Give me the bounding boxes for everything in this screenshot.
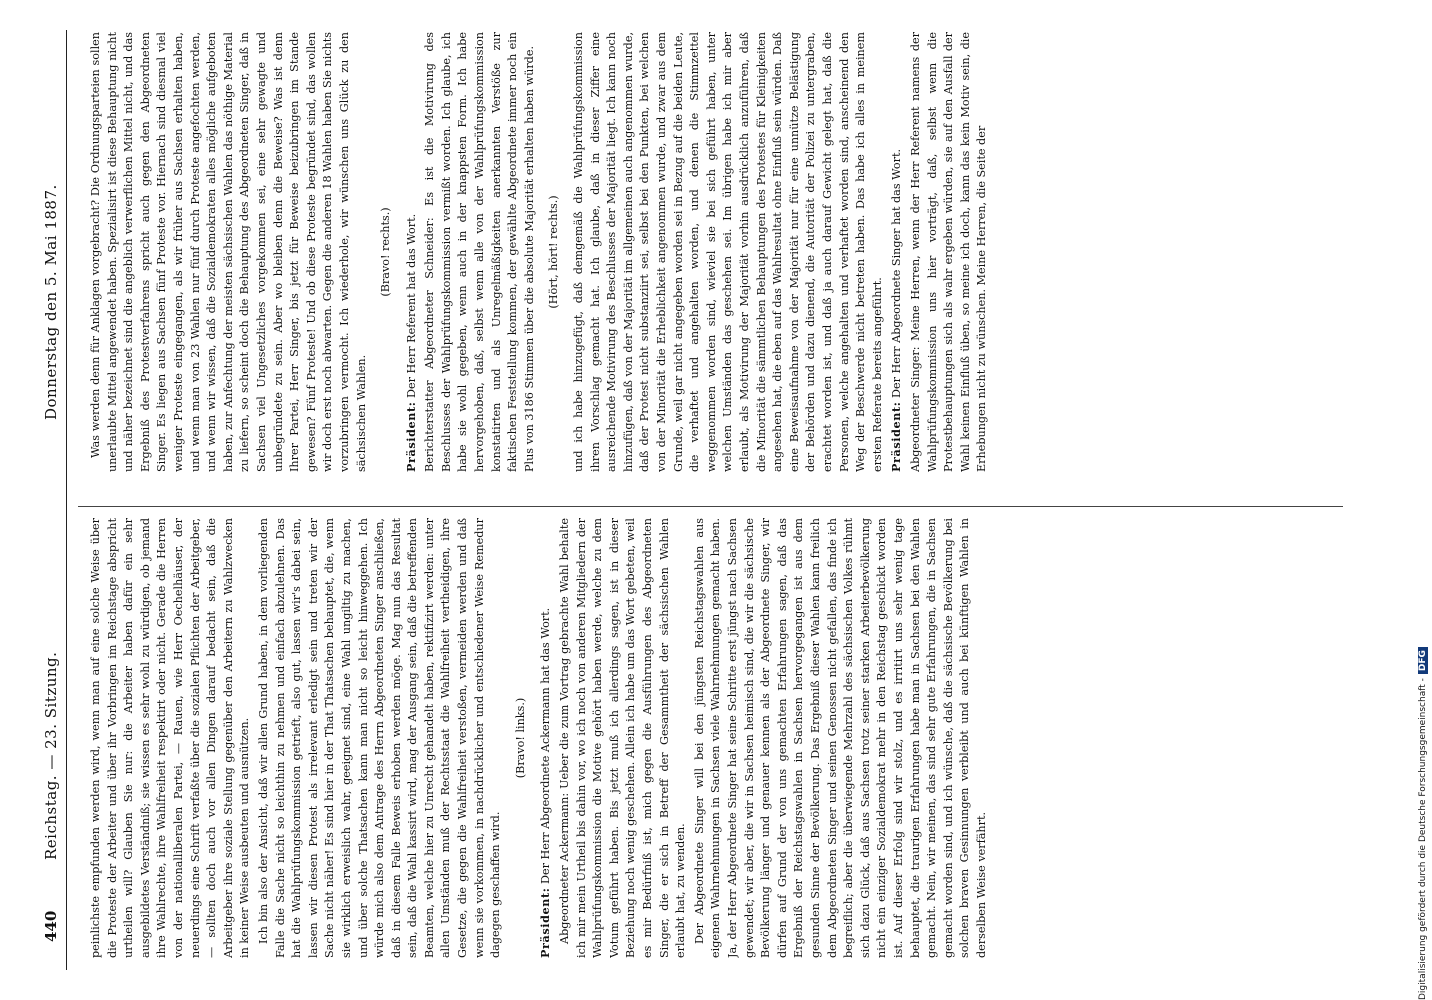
credit-text: Digitalisierung gefördert durch die Deutsche Forschungsgemeinschaft -	[1418, 678, 1428, 1000]
digitization-credit	[1418, 0, 1432, 1000]
interjection: (Hört, hört! rechts.)	[547, 195, 561, 309]
paragraph: Der Abgeordnete Singer will bei den jüngsten Reichstagswahlen aus eigenen Wahrnehmungen in Sachsen viele Wahrnehmungen gemacht haben. Ja, der Herr Abgeordnete Singer hat seine Schritte erst jüngst nach Sachsen gewendet; wir aber, die wir in Sachsen heimisch sind, die wir die sächsische Bevölkerung länger und genauer kennen als der Abgeordnete Singer, wir dürfen auf Grund der von uns gemachten Erfahrungen sagen, daß das Ergebniß der Reichstagswahlen in Sachsen hervorgegangen ist aus dem gesunden Sinne der Bevölkerung. Das Ergebniß dieser Wahlen kann freilich dem Abgeordneten Singer und seinen Genossen nicht gefallen, das finde ich begreiflich; aber die überwiegende Mehrzahl des sächsischen Volkes rühmt sich dazu Glück, daß aus Sachsen trotz seiner starken Arbeiterbevölkerung nicht ein einziger Sozialdemokrat mehr in den Reichstag geschickt worden ist. Auf dieser Erfolg sind wir stolz, und es irritirt uns sehr wenig tage behauptet, die traurigen Erfahrungen habe man in Sachsen bei den Wahlen gemacht. Nein, wir meinen, das sind sehr gute Erfahrungen, die in Sachsen gemacht worden sind, und ich wünsche, daß die sächsische Bevölkerung bei solchen braven Gesinnungen verbleibt und auch bei künftigen Wahlen in derselben Weise verfährt.	[692, 518, 988, 958]
paragraph: Abgeordneter Ackermann: Ueber die zum Vortrag gebrachte Wahl behalte ich mir mein Urtheil bis dahin vor, wo ich noch von anderen Mitgliedern der Wahlprüfungskommission die Motive gehört haben werde, welche zu dem Votum geführt haben. Bis jetzt muß ich allerdings sagen, ist in dieser Beziehung noch wenig geschehen. Allein ich habe um das Wort gebeten, weil es mir Bedürfniß ist, mich gegen die Ausführungen des Abgeordneten Singer, die er sich in Betreff der Gesammtheit der sächsischen Wahlen erlaubt hat, zu wenden.	[558, 518, 688, 958]
speaker-label: Präsident:	[889, 401, 904, 472]
header-rule	[66, 30, 67, 970]
date-title: Donnerstag den 5. Mai 1887.	[42, 184, 60, 420]
page-header	[42, 20, 66, 980]
paragraph: Präsident: Der Herr Abgeordnete Singer hat das Wort.	[889, 149, 904, 472]
paragraph: Abgeordneter Singer: Meine Herren, wenn der Herr Referent namens der Wahlprüfungskommission uns hier vorträgt, daß, selbst wenn die Protestbehauptungen sich als wahr ergeben würden, sie auf den Ausfall der Wahl keinen Einfluß üben, so meine ich doch, kann das kein Motiv sein, die Erhebungen nicht zu wünschen. Meine Herren, die Seite der	[908, 32, 989, 472]
page-number: 440	[42, 910, 60, 942]
paragraph: Ich bin also der Ansicht, daß wir allen Grund haben, in dem vorliegenden Falle die Sache nicht so leichthin zu nehmen und einfach abzulehnen. Das hat die Wahlprüfungskommission getrieft, also gut, lassen wir's dabei sein, lassen wir diesen Protest als irrelevant erledigt sein und treten wir der Sache nicht näher! Es sind hier in der That Thatsachen behauptet, die, wenn sie wirklich erweislich wahr, geeignet sind, eine Wahl ungiltig zu machen, und über solche Thatsachen kann man nicht so leicht hinweggehen. Ich würde mich also dem Antrage des Herrn Abgeordneten Singer anschließen, daß in diesem Falle Beweis erhoben werden möge. Mag nun das Resultat sein, daß die Wahl kassirt wird, mag der Ausgang sein, daß die betreffenden Beamten, welche hier zu Unrecht gehandelt haben, rektifizirt werden: unter allen Umständen muß der Rechtsstaat die Wahlfreiheit vertheidigen, ihre Gesetze, die gegen die Wahlfreiheit verstoßen, vermeiden werden und daß wenn sie vorkommen, in nachdrücklicher und entschiedener Weise Remedur dagegen geschaffen wird.	[256, 518, 503, 958]
paragraph: Was werden denn für Anklagen vorgebracht? Die Ordnungsparteien sollen unerlaubte Mittel angewendet haben. Spezialisirt ist diese Behauptung nicht und näher bezeichnet sind die angeblich verwerflichen Mittel nicht, und das Ergebniß des Protestverfahrens spricht auch gegen den Abgeordneten Singer. Es liegen aus Sachsen fünf Proteste vor. Hiernach sind diesmal viel weniger Proteste eingegangen, als wir früher aus Sachsen erhalten haben, und wenn man von 23 Wahlen nur fünf durch Proteste angefochten werden, und wenn wir wissen, daß die Sozialdemokraten alles mögliche aufgeboten haben, zur Anfechtung der meisten sächsischen Wahlen das nöthige Material zu liefern, so scheint doch die Behauptung des Abgeordneten Singer, daß in Sachsen viel Ungesetzliches vorgekommen sei, eine sehr gewagte und unbegründete zu sein. Aber wo bleiben denn die Beweise? Was ist denn Ihrer Partei, Herr Singer, bis jetzt für Beweise beizubringen im Stande gewesen? Fünf Proteste! Und ob diese Proteste begründet sind, das wollen wir doch erst noch abwarten. Gegen die anderen 18 Wahlen haben Sie nichts vorzubringen vermocht. Ich wiederhole, wir wünschen uns Glück zu den sächsischen Wahlen.	[89, 32, 368, 472]
paragraph: Präsident: Der Herr Referent hat das Wort.	[403, 213, 418, 472]
speaker-label: Präsident:	[403, 401, 418, 472]
dfg-logo: DFG	[1418, 647, 1428, 674]
session-title: Reichstag. — 23. Sitzung.	[42, 651, 60, 860]
column-divider	[78, 506, 1343, 507]
paragraph: und ich habe hinzugefügt, daß demgemäß die Wahlprüfungskommission ihren Vorschlag gemacht hat. Ich glaube, daß in dieser Ziffer eine ausreichende Motivirung des Beschlusses der Majorität liegt. Ich kann noch hinzufügen, daß von der Majorität im allgemeinen auch angenommen wurde, daß der Protest nicht substanziirt sei, selbst bei den Punkten, bei welchen von der Minorität die Erheblichkeit angenommen wurde, und zwar aus dem Grunde, weil gar nicht angegeben worden sei in Bezug auf die beiden Leute, die verhaftet und angehalten worden, und denen die Stimmzettel weggenommen worden sind, wieviel sie bei sich geführt haben, unter welchen Umständen das geschehen sei. Im übrigen habe ich mir aber erlaubt, als Motivirung der Majorität vorhin ausdrücklich anzuführen, daß die Minorität die sämmtlichen Behauptungen des Protestes für Kleinigkeiten angesehen hat, die eben auf das Wahlresultat ohne Einfluß sein würden. Daß eine Beweisaufnahme von der Majorität nur für eine unnütze Belästigung der Behörden und dazu dienend, die Autorität der Polizei zu untergraben, erachtet worden ist, und daß ja auch darauf Gewicht gelegt hat, daß die Personen, welche angehalten und verhaftet worden sind, anscheinend den Weg der Beschwerde nicht betreten haben. Das habe ich alles in meinem ersten Referate bereits angeführt.	[572, 32, 884, 472]
interjection: (Bravo! rechts.)	[379, 207, 393, 297]
paragraph: Präsident: Der Herr Abgeordnete Ackermann hat das Wort.	[538, 607, 553, 958]
text-column-left	[88, 518, 1343, 958]
paragraph: peinlichste empfunden werden wird, wenn man auf eine solche Weise über die Proteste der Arbeiter und über ihr Vorbringen im Reichstage abspricht urtheilen will? Glauben Sie nur: die Arbeiter haben dafür ein sehr ausgebildetes Verständniß; sie wissen es sehr wohl zu würdigen, ob jemand ihre Wahlrechte, ihre Wahlfreiheit respektirt oder nicht. Gerade die Herren von der nationalliberalen Partei, — Rauen, wie Herr Oechelhäuser, der neuerdings eine Schrift verfaßte über die sozialen Pflichten der Arbeitgeber, — sollten doch auch vor allen Dingen darauf bedacht sein, daß die Arbeitgeber ihre soziale Stellung gegenüber den Arbeitern zu Wahlzwecken in keiner Weise ausbeuten und ausnützen.	[89, 518, 252, 958]
speaker-label: Präsident:	[538, 887, 553, 958]
text-column-right	[88, 32, 1343, 472]
interjection: (Bravo! links.)	[513, 697, 527, 779]
paragraph: Berichterstatter Abgeordneter Schneider: Es ist die Motivirung des Beschlusses der Wahlprüfungskommission vermißt worden. Ich glaube, ich habe sie wohl gegeben, wenn auch in der knappsten Form. Ich habe hervorgehoben, daß, selbst wenn alle von der Wahlprüfungskommission konstatirten und als Unregelmäßigkeiten anerkannten Verstöße zur faktischen Feststellung kommen, der gewählte Abgeordnete immer noch ein Plus von 3186 Stimmen über die absolute Majorität erhalten haben würde.	[423, 32, 536, 472]
